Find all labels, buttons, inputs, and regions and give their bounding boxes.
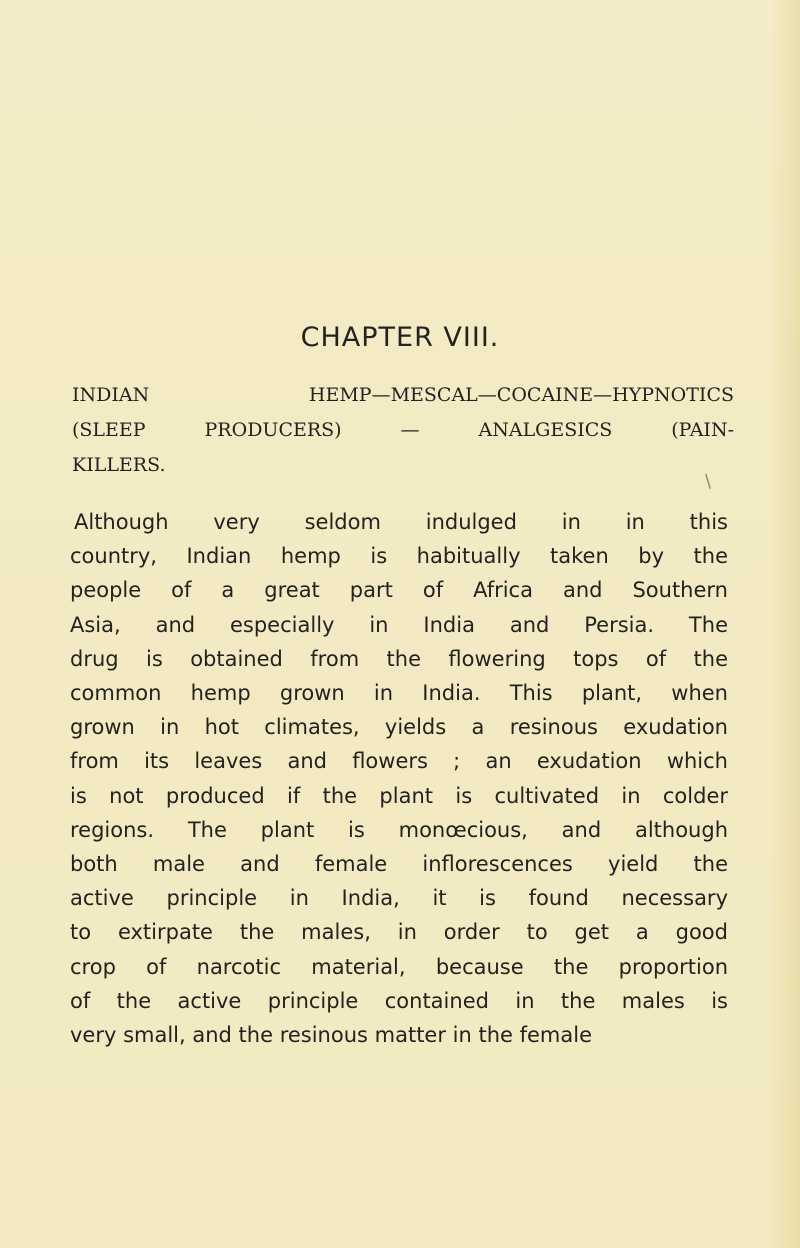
text-line: of the active principle contained in the males is [70, 988, 728, 1013]
text-line: from its leaves and flowers ; an exudation which [70, 749, 728, 774]
text-line: people of a great part of Africa and Southern [70, 578, 728, 603]
text-line: very small, and the resinous matter in the female [70, 1023, 593, 1048]
chapter-subtitle [72, 378, 734, 483]
text-line: regions. The plant is monœcious, and although [70, 817, 728, 842]
text-line: to extirpate the males, in order to get a good [70, 920, 728, 945]
subtitle-line: KILLERS. [72, 454, 166, 476]
stray-mark: \ [705, 471, 712, 492]
text-line: active principle in India, it is found necessary [70, 886, 728, 911]
text-line: both male and female inflorescences yield the [70, 852, 728, 877]
subtitle-line: (SLEEP PRODUCERS) — ANALGESICS (PAIN- [72, 419, 734, 441]
text-line: is not produced if the plant is cultivated in colder [70, 783, 728, 808]
text-line: country, Indian hemp is habitually taken by the [70, 544, 728, 569]
text-line: Although very seldom indulged in in this [74, 510, 728, 534]
text-line: crop of narcotic material, because the proportion [70, 954, 728, 979]
body-paragraph [70, 505, 728, 1052]
chapter-title: CHAPTER VIII. [300, 322, 500, 353]
text-line: Asia, and especially in India and Persia. The [70, 612, 728, 637]
text-line: drug is obtained from the flowering tops of the [70, 646, 728, 671]
subtitle-line: INDIAN HEMP—MESCAL—COCAINE—HYPNOTICS [72, 384, 734, 406]
text-line: common hemp grown in India. This plant, when [70, 681, 728, 706]
text-line: grown in hot climates, yields a resinous exudation [70, 715, 728, 740]
